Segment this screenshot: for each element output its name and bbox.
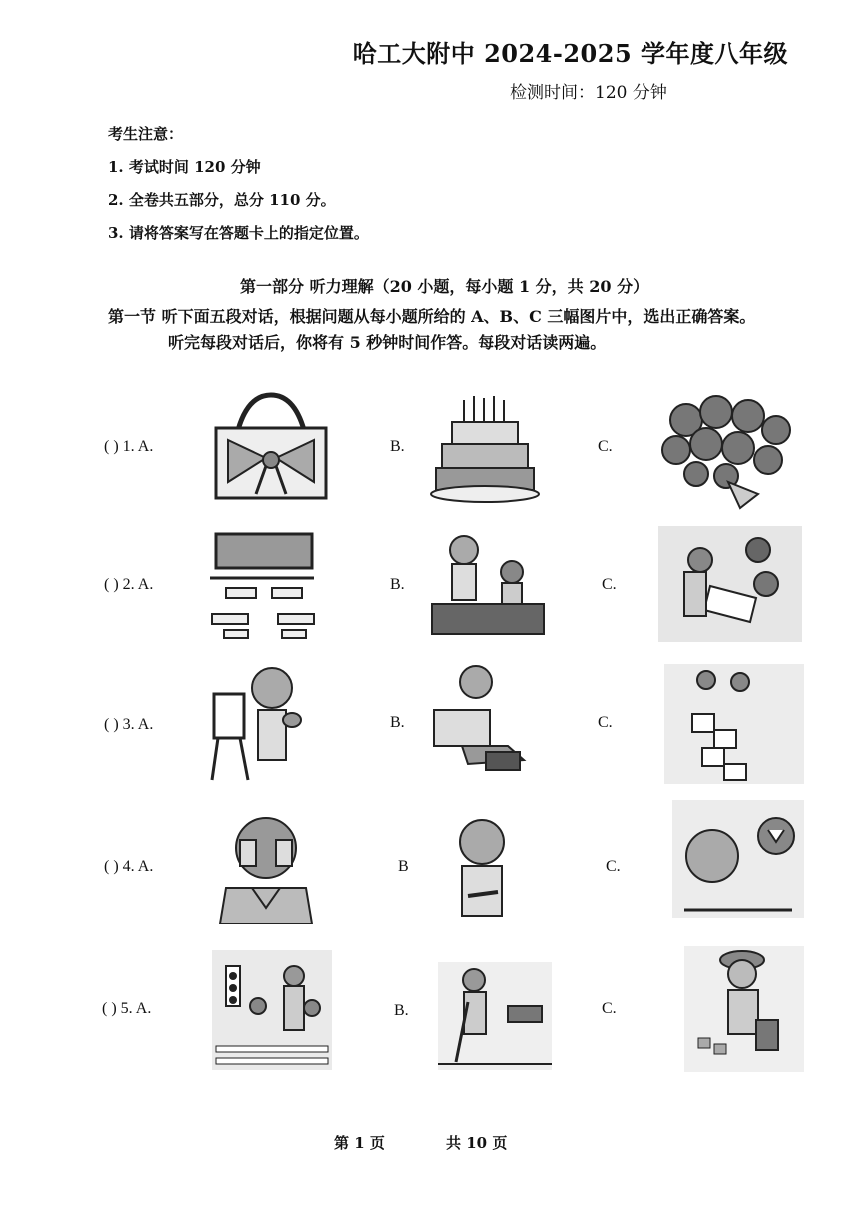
exam-duration: 检测时间：120 分钟	[510, 83, 667, 103]
hopscotch-image	[664, 664, 804, 784]
question-3-option-c-label: C.	[598, 714, 613, 731]
boy-stomachache-image	[438, 812, 534, 924]
girl-picking-litter-image	[684, 946, 804, 1072]
question-4-option-c-label: C.	[606, 858, 621, 875]
question-3-label: ( ) 3. A.	[104, 716, 154, 733]
question-5-option-b-label: B.	[394, 1002, 409, 1019]
question-5-option-c-label: C.	[602, 1000, 617, 1017]
part1-heading: 第一部分 听力理解（20 小题，每小题 1 分，共 20 分）	[240, 277, 650, 296]
question-2-label: ( ) 2. A.	[104, 576, 154, 593]
flower-bouquet-image	[656, 390, 798, 512]
question-4-label: ( ) 4. A.	[104, 858, 154, 875]
question-1-option-b-label: B.	[390, 438, 405, 455]
question-5-label: ( ) 5. A.	[102, 1000, 152, 1017]
boy-headache-image	[214, 808, 318, 924]
kids-at-table-image	[658, 526, 802, 642]
notice-block	[108, 118, 369, 250]
family-crossing-street-image	[212, 950, 332, 1070]
boy-sweeping-image	[438, 962, 552, 1070]
child-painting-image	[208, 658, 302, 782]
classroom-desks-image	[206, 530, 318, 642]
page-number: 第 1 页	[334, 1134, 385, 1152]
kids-cooking-image	[430, 528, 546, 640]
question-2-option-c-label: C.	[602, 576, 617, 593]
boy-toothache-image	[672, 800, 804, 918]
question-2-option-b-label: B.	[390, 576, 405, 593]
question-4-option-b-label: B	[398, 858, 409, 875]
boy-reading-image	[428, 660, 528, 774]
question-3-option-b-label: B.	[390, 714, 405, 731]
part1-instruction-line2: 听完每段对话后，你将有 5 秒钟时间作答。每段对话读两遍。	[168, 333, 607, 352]
question-1-option-c-label: C.	[598, 438, 613, 455]
page-title: 哈工大附中 2024-2025 学年度八年级	[352, 39, 788, 68]
notice-item: 1. 考试时间 120 分钟	[108, 158, 261, 176]
notice-item: 2. 全卷共五部分，总分 110 分。	[108, 191, 336, 209]
birthday-cake-image	[430, 392, 540, 504]
handbag-with-bow-image	[208, 390, 334, 502]
question-1-label: ( ) 1. A.	[104, 438, 154, 455]
notice-heading: 考生注意：	[108, 125, 184, 143]
notice-item: 3. 请将答案写在答题卡上的指定位置。	[108, 224, 369, 242]
page-total: 共 10 页	[446, 1134, 508, 1152]
part1-instruction-line1: 第一节 听下面五段对话，根据问题从每小题所给的 A、B、C 三幅图片中，选出正确答案。	[108, 307, 756, 326]
